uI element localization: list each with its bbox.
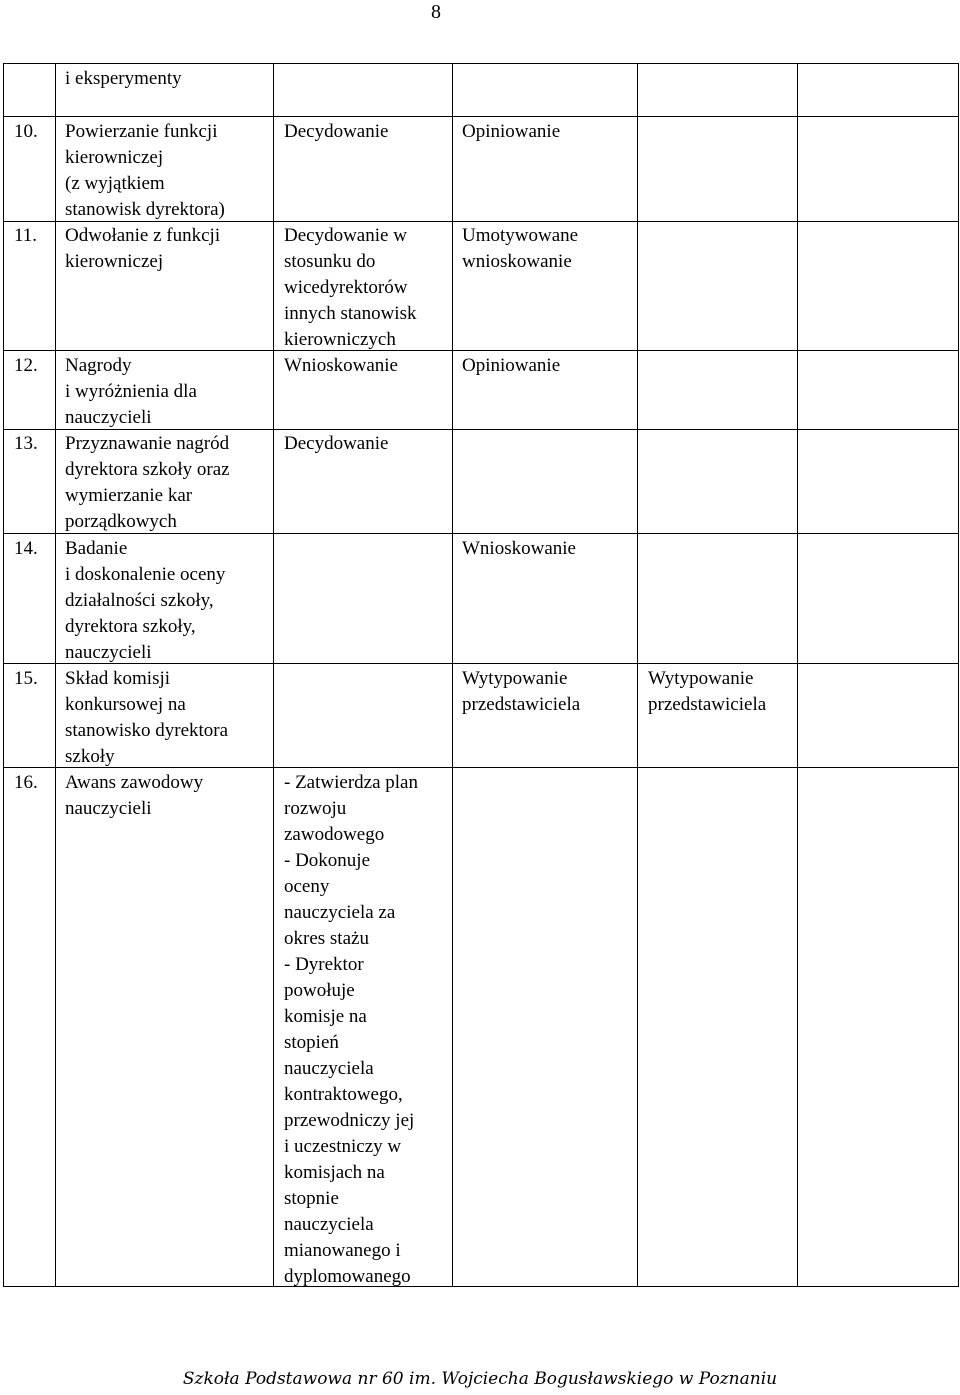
table-border-right: [958, 63, 959, 1286]
row-16-number: 16.: [14, 772, 38, 793]
page-footer: Szkoła Podstawowa nr 60 im. Wojciecha Bogusławskiego w Poznaniu: [182, 1369, 778, 1389]
row-15-subject: Skład komisji konkursowej na stanowisko dyrektora szkoły: [65, 668, 229, 767]
table-border-left: [3, 63, 4, 1286]
row-11-col-a: Decydowanie w stosunku do wicedyrektorów innych stanowisk kierowniczych: [284, 225, 417, 350]
table-border-subject: [273, 63, 274, 1286]
row-10-col-b: Opiniowanie: [462, 121, 561, 142]
row-10-number: 10.: [14, 121, 38, 142]
row-15-col-b: Wytypowanie przedstawiciela: [462, 668, 581, 715]
row-10-subject: Powierzanie funkcji kierowniczej (z wyjątkiem stanowisk dyrektora): [65, 121, 225, 220]
row-line-top: [3, 63, 959, 64]
row-16-col-a: - Zatwierdza plan rozwoju zawodowego - Dokonuje oceny nauczyciela za okres stażu - Dyrektor powołuje komisje na stopień nauczyciela kontraktowego, przewodniczy jej i uczestniczy w komisjach na stopnie nauczyciela mianowanego i dyplomowanego: [284, 772, 418, 1287]
first-row-subject: i eksperymenty: [65, 68, 182, 89]
row-12-col-b: Opiniowanie: [462, 355, 561, 376]
row-11-number: 11.: [14, 225, 38, 246]
row-14-subject: Badanie i doskonalenie oceny działalności szkoły, dyrektora szkoły, nauczycieli: [65, 538, 226, 663]
row-15-col-c: Wytypowanie przedstawiciela: [648, 668, 767, 715]
row-line-10: [3, 116, 959, 117]
page-number: 8: [431, 1, 441, 23]
row-13-col-a: Decydowanie: [284, 433, 389, 454]
table-border-num: [55, 63, 56, 1286]
row-10-col-a: Decydowanie: [284, 121, 389, 142]
table-border-col-a: [452, 63, 453, 1286]
row-line-12: [3, 350, 959, 351]
row-12-number: 12.: [14, 355, 38, 376]
row-14-col-b: Wnioskowanie: [462, 538, 576, 559]
row-12-subject: Nagrody i wyróżnienia dla nauczycieli: [65, 355, 197, 428]
row-11-subject: Odwołanie z funkcji kierowniczej: [65, 225, 221, 272]
row-11-col-b: Umotywowane wnioskowanie: [462, 225, 579, 272]
row-15-number: 15.: [14, 668, 38, 689]
row-14-number: 14.: [14, 538, 38, 559]
table-border-col-b: [637, 63, 638, 1286]
table-border-col-c: [797, 63, 798, 1286]
row-12-col-a: Wnioskowanie: [284, 355, 398, 376]
row-13-subject: Przyznawanie nagród dyrektora szkoły oraz wymierzanie kar porządkowych: [65, 433, 230, 532]
row-16-subject: Awans zawodowy nauczycieli: [65, 772, 204, 819]
row-13-number: 13.: [14, 433, 38, 454]
row-line-bottom: [3, 1286, 959, 1287]
